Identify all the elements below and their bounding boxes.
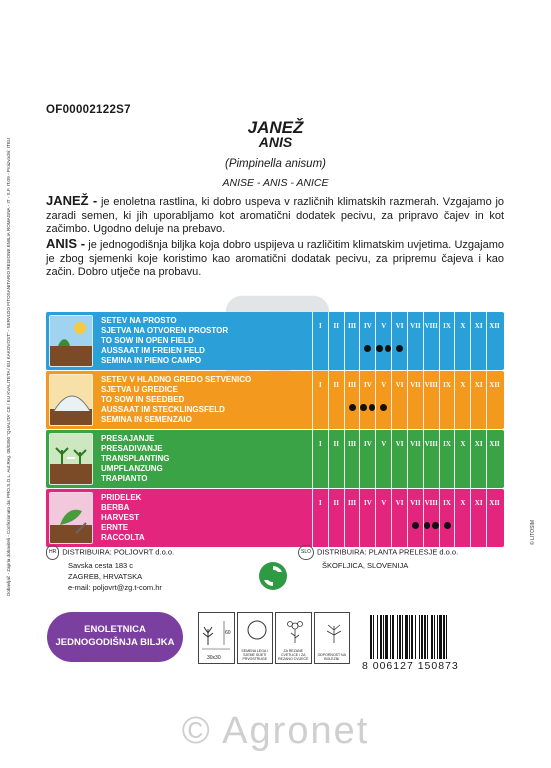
calendar-month-cell <box>312 371 328 429</box>
title-slovenian: JANEŽ <box>247 118 304 137</box>
calendar-band-label: PRESAJANJE <box>101 434 155 443</box>
month-period-dots <box>345 404 360 411</box>
period-dot <box>380 404 387 411</box>
annual-plant-badge <box>47 612 183 662</box>
month-label: VIII <box>424 440 438 448</box>
calendar-month-cell <box>391 371 407 429</box>
month-label: IV <box>364 499 372 507</box>
month-label: VI <box>395 381 404 389</box>
calendar-month-cell <box>344 371 360 429</box>
disease-resistance-icon-box <box>314 612 351 664</box>
month-label: XI <box>474 381 483 389</box>
month-label: XI <box>474 499 483 507</box>
common-names: ANISE - ANIS - ANICE <box>222 177 329 189</box>
calendar-month-cell <box>454 430 470 488</box>
distributor-label: DISTRIBUIRA: PLANTA PRELESJE d.o.o. <box>317 547 459 557</box>
month-label: XII <box>489 440 500 448</box>
month-label: I <box>319 322 322 330</box>
calendar-band-labels <box>101 493 145 543</box>
calendar-month-cell <box>344 489 360 547</box>
sowing-depth-caption: SEMENA LEGA / SJEME SIJETI PRVOSTRUGE <box>241 649 269 661</box>
month-label: X <box>460 499 466 507</box>
barcode-number: 8 006127 150873 <box>362 660 459 672</box>
calendar-month-cell <box>470 489 486 547</box>
agronet-watermark-text: © Agronet <box>181 710 370 752</box>
calendar-band-illustration <box>49 492 93 544</box>
calendar-month-cell <box>375 430 391 488</box>
cut-flowers-icon-box <box>275 612 312 664</box>
barcode <box>370 615 500 659</box>
month-label: I <box>319 440 322 448</box>
calendar-band-label: SJETVA U GREDICE <box>101 385 178 394</box>
month-period-dots <box>440 522 455 529</box>
description-slovenian-head: JANEŽ - <box>46 193 98 208</box>
calendar-month-cell <box>359 371 375 429</box>
calendar-month-cell <box>486 312 502 370</box>
distributor-email: e-mail: poljovrt@zg.t-com.hr <box>68 583 162 592</box>
calendar-band-label: TO SOW IN OPEN FIELD <box>101 336 194 345</box>
month-period-dots <box>392 345 407 352</box>
month-period-dots <box>376 404 391 411</box>
cut-flowers-caption: ZA REZANE CVETLICE / ZA REZANO CVIJEĆE <box>278 649 309 661</box>
calendar-month-cell <box>486 489 502 547</box>
calendar-band-labels <box>101 375 251 425</box>
calendar-month-cell <box>439 489 455 547</box>
distributor-croatia <box>46 545 174 593</box>
flower-icon <box>280 616 310 646</box>
calendar-month-cell <box>470 371 486 429</box>
month-label: IX <box>443 381 451 389</box>
calendar-month-cell <box>439 312 455 370</box>
calendar-band-label: BERBA <box>101 503 130 512</box>
month-label: II <box>333 440 339 448</box>
calendar-band-3 <box>46 430 504 488</box>
spacing-height-value: 60 <box>224 630 231 636</box>
calendar-band-label: TRANSPLANTING <box>101 454 170 463</box>
month-label: X <box>460 322 466 330</box>
calendar-month-cell <box>391 312 407 370</box>
month-label: II <box>333 322 339 330</box>
latin-name: (Pimpinella anisum) <box>225 158 326 170</box>
calendar-month-cell <box>328 430 344 488</box>
plant-resistance-icon <box>319 616 349 646</box>
calendar-band-label: PRESADIVANJE <box>101 444 163 453</box>
calendar-month-cell <box>359 489 375 547</box>
calendar-month-cell <box>391 489 407 547</box>
calendar-month-cell <box>454 312 470 370</box>
calendar-months <box>312 430 502 488</box>
calendar-band-label: HARVEST <box>101 513 140 522</box>
side-legal-text: Dobavljač - Zapria dobaviteli - Confezionato da: PRO.S.O.L. Aut.Reg. 08/0350 "QUALITA' CE / EU KVALITETA / EU KAKOVOST" - SERVIZIO FITOSANITARIO REGIONE EMILIA ROMAGNA - IT - S.F. IT.09 - Proizvodni: ITEU <box>6 137 11 596</box>
description-croatian-text: je jednogodišnja biljka koja dobro uspijeva u različitim klimatskim uvjetima. Uzgajamo je zbog sjemenki koje koristimo kao aromatični dodatak pecivu, za pripremu čajeva i kao začin. Dobro utječe na probavu. <box>46 239 504 278</box>
calendar-band-illustration <box>49 374 93 426</box>
month-label: II <box>333 381 339 389</box>
month-label: XII <box>489 381 500 389</box>
country-badge-slo: SLO <box>298 545 314 560</box>
month-label: I <box>319 381 322 389</box>
month-label: X <box>460 381 466 389</box>
calendar-month-cell <box>407 312 423 370</box>
month-label: III <box>347 440 357 448</box>
month-label: IX <box>443 440 451 448</box>
calendar-band-label: RACCOLTA <box>101 533 145 542</box>
month-label: IV <box>364 322 372 330</box>
cultivation-icons <box>198 612 350 664</box>
month-label: VIII <box>424 381 438 389</box>
month-label: III <box>347 381 357 389</box>
calendar-month-cell <box>391 430 407 488</box>
month-period-dots <box>424 522 439 529</box>
calendar-month-cell <box>312 489 328 547</box>
calendar-month-cell <box>470 430 486 488</box>
sowing-depth-icon-box <box>237 612 274 664</box>
period-dot <box>444 522 451 529</box>
calendar-band-label: AUSSAAT IM FREIEN FELD <box>101 346 205 355</box>
calendar-band-label: SETEV V HLADNO GREDO SETVENICO <box>101 375 252 384</box>
calendar-month-cell <box>344 430 360 488</box>
month-label: VI <box>395 440 404 448</box>
month-label: III <box>347 499 357 507</box>
calendar-band-illustration <box>49 315 93 367</box>
title-italian: ANIS <box>258 134 293 150</box>
period-dot <box>412 522 419 529</box>
description-croatian <box>46 237 504 280</box>
calendar-band-label: ERNTE <box>101 523 129 532</box>
calendar-month-cell <box>423 489 439 547</box>
calendar-band-label: SEMINA IN SEMENZAIO <box>101 415 192 424</box>
month-label: XII <box>489 322 500 330</box>
calendar-band-label: UMPFLANZUNG <box>101 464 163 473</box>
calendar-month-cell <box>407 371 423 429</box>
country-badge-hr: HR <box>46 545 59 560</box>
distributor-address-2: ZAGREB, HRVATSKA <box>68 572 143 581</box>
month-label: VIII <box>424 499 438 507</box>
spacing-distance-value: 30x30 <box>207 655 221 661</box>
calendar-month-cell <box>407 430 423 488</box>
period-dot <box>376 345 382 352</box>
month-label: VII <box>410 322 421 330</box>
calendar-months <box>312 371 502 429</box>
month-label: IX <box>443 322 451 330</box>
period-dot <box>349 404 356 411</box>
calendar-band-label: TO SOW IN SEEDBED <box>101 395 185 404</box>
distributor-address-1: Savska cesta 183 c <box>68 561 134 570</box>
distributor-label: DISTRIBUIRA: POLJOVRT d.o.o. <box>62 547 175 557</box>
side-print-code: © LITOSIM <box>530 520 536 545</box>
month-label: III <box>347 322 357 330</box>
month-label: II <box>333 499 339 507</box>
calendar-month-cell <box>439 430 455 488</box>
calendar-month-cell <box>328 489 344 547</box>
description-slovenian-text: je enoletna rastlina, ki dobro uspeva v različnih klimatskih razmerah. Vzgajamo jo zaradi semen, ki jih uporabljamo kot aromatični dodatek pecivu, za pripravo čajev in kot začimbo. Ugodno deluje na prebavo. <box>46 196 505 235</box>
month-label: VII <box>410 440 421 448</box>
calendar-band-label: TRAPIANTO <box>101 474 148 483</box>
calendar-month-cell <box>423 312 439 370</box>
month-period-dots <box>408 522 423 529</box>
description-slovenian <box>46 194 504 237</box>
calendar-band-label: AUSSAAT IM STECKLINGSFELD <box>101 405 225 414</box>
calendar-month-cell <box>328 312 344 370</box>
month-period-dots <box>376 345 391 352</box>
month-label: VII <box>410 499 421 507</box>
month-label: XI <box>474 440 483 448</box>
description-croatian-head: ANIS - <box>46 236 86 251</box>
month-label: V <box>381 440 387 448</box>
sun-icon <box>242 617 272 647</box>
calendar-band-2 <box>46 371 504 429</box>
month-label: XI <box>474 322 483 330</box>
calendar-month-cell <box>344 312 360 370</box>
calendar-band-label: SETEV NA PROSTO <box>101 316 177 325</box>
disease-resistance-caption: ODPORNOST NA BOLEZNI <box>317 653 346 661</box>
barcode-bar <box>447 615 449 659</box>
month-label: V <box>381 499 387 507</box>
calendar-month-cell <box>454 489 470 547</box>
month-label: XII <box>489 499 500 507</box>
month-label: I <box>319 499 322 507</box>
month-label: VI <box>395 322 404 330</box>
annual-plant-label-sl: ENOLETNICA <box>84 624 146 635</box>
calendar-month-cell <box>375 489 391 547</box>
calendar-months <box>312 489 502 547</box>
calendar-month-cell <box>486 430 502 488</box>
calendar-month-cell <box>359 312 375 370</box>
calendar-band-4 <box>46 489 504 547</box>
calendar-month-cell <box>454 371 470 429</box>
calendar-band-illustration <box>49 433 93 485</box>
calendar-month-cell <box>312 430 328 488</box>
month-label: IV <box>364 440 372 448</box>
calendar-band-labels <box>101 434 169 484</box>
calendar-month-cell <box>359 430 375 488</box>
calendar-month-cell <box>328 371 344 429</box>
period-dot <box>424 522 430 529</box>
period-dot <box>360 404 366 411</box>
calendar-month-cell <box>470 312 486 370</box>
calendar-month-cell <box>439 371 455 429</box>
month-label: VIII <box>424 322 438 330</box>
month-period-dots <box>360 404 375 411</box>
calendar-month-cell <box>407 489 423 547</box>
month-period-dots <box>360 345 375 352</box>
calendar-band-label: SJETVA NA OTVOREN PROSTOR <box>101 326 229 335</box>
month-label: VII <box>410 381 421 389</box>
month-label: IX <box>443 499 451 507</box>
calendar-months <box>312 312 502 370</box>
annual-plant-label-hr: JEDNOGODIŠNJA BILJKA <box>55 637 175 648</box>
calendar-month-cell <box>375 312 391 370</box>
distributor-slovenia <box>298 545 458 571</box>
distributor-address-1: ŠKOFLJICA, SLOVENIJA <box>322 561 409 570</box>
spacing-icon-box <box>198 612 235 664</box>
period-dot <box>396 345 403 352</box>
month-label: IV <box>364 381 372 389</box>
calendar-band-label: SEMINA IN PIENO CAMPO <box>101 356 202 365</box>
green-dot-recycle-icon <box>258 561 288 591</box>
calendar-band-label: PRIDELEK <box>101 493 142 502</box>
calendar-month-cell <box>423 430 439 488</box>
calendar-month-cell <box>375 371 391 429</box>
month-label: V <box>381 322 387 330</box>
calendar-month-cell <box>423 371 439 429</box>
calendar-band-1 <box>46 312 504 370</box>
period-dot <box>364 345 371 352</box>
month-label: V <box>381 381 387 389</box>
month-label: VI <box>395 499 404 507</box>
calendar-month-cell <box>312 312 328 370</box>
product-code: OF00002122S7 <box>46 104 131 116</box>
month-label: X <box>460 440 466 448</box>
calendar-band-labels <box>101 316 228 366</box>
calendar-month-cell <box>486 371 502 429</box>
